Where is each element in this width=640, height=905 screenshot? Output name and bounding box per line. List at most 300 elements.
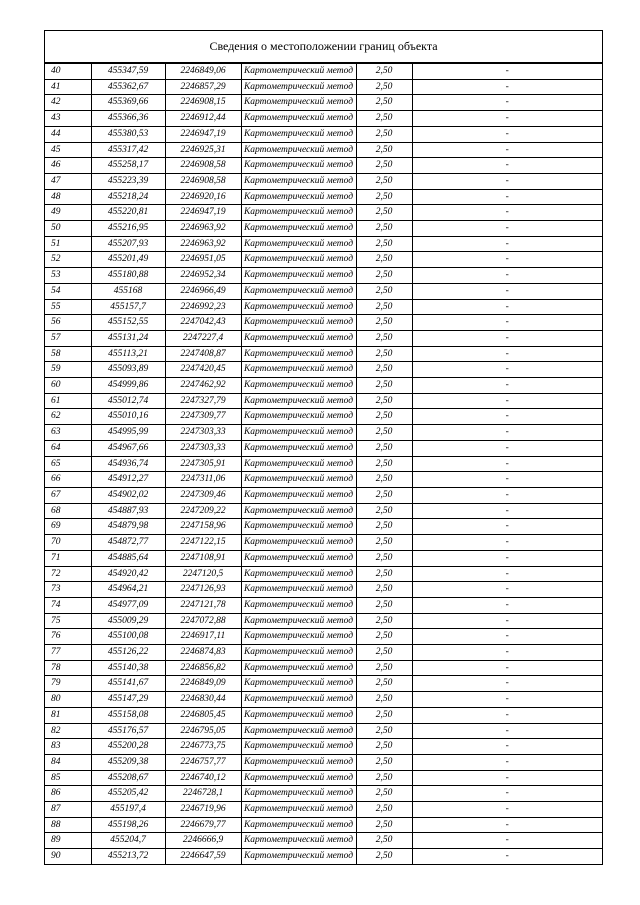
point-number-cell: 78 bbox=[45, 660, 91, 676]
point-number-cell: 57 bbox=[45, 330, 91, 346]
description-cell: - bbox=[412, 645, 602, 661]
boundary-table-document bbox=[44, 30, 603, 865]
description-cell: - bbox=[412, 111, 602, 127]
method-cell: Картометрический метод bbox=[241, 535, 356, 551]
y-coordinate-cell: 2247309,77 bbox=[165, 409, 241, 425]
point-number-cell: 64 bbox=[45, 440, 91, 456]
table-row bbox=[45, 660, 602, 676]
point-number-cell: 40 bbox=[45, 64, 91, 80]
x-coordinate-cell: 455141,67 bbox=[91, 676, 165, 692]
point-number-cell: 90 bbox=[45, 849, 91, 864]
x-coordinate-cell: 455198,26 bbox=[91, 817, 165, 833]
table-row bbox=[45, 613, 602, 629]
method-cell: Картометрический метод bbox=[241, 299, 356, 315]
description-cell: - bbox=[412, 283, 602, 299]
method-cell: Картометрический метод bbox=[241, 173, 356, 189]
point-number-cell: 43 bbox=[45, 111, 91, 127]
description-cell: - bbox=[412, 158, 602, 174]
point-number-cell: 42 bbox=[45, 95, 91, 111]
point-number-cell: 41 bbox=[45, 79, 91, 95]
method-cell: Картометрический метод bbox=[241, 676, 356, 692]
point-number-cell: 87 bbox=[45, 802, 91, 818]
method-cell: Картометрический метод bbox=[241, 550, 356, 566]
table-row bbox=[45, 158, 602, 174]
x-coordinate-cell: 455362,67 bbox=[91, 79, 165, 95]
point-number-cell: 63 bbox=[45, 425, 91, 441]
method-cell: Картометрический метод bbox=[241, 707, 356, 723]
point-number-cell: 67 bbox=[45, 487, 91, 503]
method-cell: Картометрический метод bbox=[241, 849, 356, 864]
point-number-cell: 89 bbox=[45, 833, 91, 849]
description-cell: - bbox=[412, 64, 602, 80]
table-row bbox=[45, 205, 602, 221]
y-coordinate-cell: 2246857,29 bbox=[165, 79, 241, 95]
x-coordinate-cell: 454999,86 bbox=[91, 378, 165, 394]
point-number-cell: 55 bbox=[45, 299, 91, 315]
table-row bbox=[45, 456, 602, 472]
method-cell: Картометрический метод bbox=[241, 487, 356, 503]
x-coordinate-cell: 455216,95 bbox=[91, 221, 165, 237]
description-cell: - bbox=[412, 535, 602, 551]
table-row bbox=[45, 79, 602, 95]
description-cell: - bbox=[412, 252, 602, 268]
y-coordinate-cell: 2246647,59 bbox=[165, 849, 241, 864]
method-cell: Картометрический метод bbox=[241, 409, 356, 425]
point-number-cell: 85 bbox=[45, 770, 91, 786]
y-coordinate-cell: 2247042,43 bbox=[165, 315, 241, 331]
description-cell: - bbox=[412, 566, 602, 582]
x-coordinate-cell: 455223,39 bbox=[91, 173, 165, 189]
y-coordinate-cell: 2247309,46 bbox=[165, 487, 241, 503]
precision-cell: 2,50 bbox=[356, 64, 412, 80]
x-coordinate-cell: 454879,98 bbox=[91, 519, 165, 535]
y-coordinate-cell: 2246908,58 bbox=[165, 158, 241, 174]
precision-cell: 2,50 bbox=[356, 849, 412, 864]
method-cell: Картометрический метод bbox=[241, 833, 356, 849]
description-cell: - bbox=[412, 723, 602, 739]
description-cell: - bbox=[412, 95, 602, 111]
y-coordinate-cell: 2247158,96 bbox=[165, 519, 241, 535]
description-cell: - bbox=[412, 786, 602, 802]
point-number-cell: 59 bbox=[45, 362, 91, 378]
description-cell: - bbox=[412, 142, 602, 158]
x-coordinate-cell: 455317,42 bbox=[91, 142, 165, 158]
x-coordinate-cell: 455207,93 bbox=[91, 236, 165, 252]
point-number-cell: 86 bbox=[45, 786, 91, 802]
precision-cell: 2,50 bbox=[356, 111, 412, 127]
table-row bbox=[45, 754, 602, 770]
x-coordinate-cell: 455093,89 bbox=[91, 362, 165, 378]
table-row bbox=[45, 817, 602, 833]
x-coordinate-cell: 455347,59 bbox=[91, 64, 165, 80]
method-cell: Картометрический метод bbox=[241, 252, 356, 268]
precision-cell: 2,50 bbox=[356, 723, 412, 739]
precision-cell: 2,50 bbox=[356, 629, 412, 645]
precision-cell: 2,50 bbox=[356, 236, 412, 252]
x-coordinate-cell: 455200,28 bbox=[91, 739, 165, 755]
table-row bbox=[45, 472, 602, 488]
x-coordinate-cell: 455369,66 bbox=[91, 95, 165, 111]
description-cell: - bbox=[412, 707, 602, 723]
description-cell: - bbox=[412, 660, 602, 676]
y-coordinate-cell: 2246912,44 bbox=[165, 111, 241, 127]
description-cell: - bbox=[412, 221, 602, 237]
table-row bbox=[45, 221, 602, 237]
description-cell: - bbox=[412, 503, 602, 519]
method-cell: Картометрический метод bbox=[241, 739, 356, 755]
description-cell: - bbox=[412, 739, 602, 755]
table-row bbox=[45, 723, 602, 739]
table-row bbox=[45, 283, 602, 299]
method-cell: Картометрический метод bbox=[241, 692, 356, 708]
description-cell: - bbox=[412, 582, 602, 598]
method-cell: Картометрический метод bbox=[241, 158, 356, 174]
description-cell: - bbox=[412, 692, 602, 708]
x-coordinate-cell: 455113,21 bbox=[91, 346, 165, 362]
method-cell: Картометрический метод bbox=[241, 221, 356, 237]
table-row bbox=[45, 519, 602, 535]
point-number-cell: 69 bbox=[45, 519, 91, 535]
precision-cell: 2,50 bbox=[356, 817, 412, 833]
y-coordinate-cell: 2247072,88 bbox=[165, 613, 241, 629]
precision-cell: 2,50 bbox=[356, 330, 412, 346]
table-row bbox=[45, 268, 602, 284]
point-number-cell: 70 bbox=[45, 535, 91, 551]
x-coordinate-cell: 454964,21 bbox=[91, 582, 165, 598]
y-coordinate-cell: 2247327,79 bbox=[165, 393, 241, 409]
table-row bbox=[45, 849, 602, 864]
point-number-cell: 75 bbox=[45, 613, 91, 629]
description-cell: - bbox=[412, 268, 602, 284]
description-cell: - bbox=[412, 597, 602, 613]
method-cell: Картометрический метод bbox=[241, 189, 356, 205]
table-row bbox=[45, 440, 602, 456]
x-coordinate-cell: 455012,74 bbox=[91, 393, 165, 409]
precision-cell: 2,50 bbox=[356, 95, 412, 111]
method-cell: Картометрический метод bbox=[241, 566, 356, 582]
precision-cell: 2,50 bbox=[356, 268, 412, 284]
description-cell: - bbox=[412, 849, 602, 864]
point-number-cell: 83 bbox=[45, 739, 91, 755]
precision-cell: 2,50 bbox=[356, 205, 412, 221]
x-coordinate-cell: 455201,49 bbox=[91, 252, 165, 268]
description-cell: - bbox=[412, 425, 602, 441]
method-cell: Картометрический метод bbox=[241, 393, 356, 409]
table-row bbox=[45, 393, 602, 409]
precision-cell: 2,50 bbox=[356, 739, 412, 755]
point-number-cell: 80 bbox=[45, 692, 91, 708]
x-coordinate-cell: 455009,29 bbox=[91, 613, 165, 629]
x-coordinate-cell: 455140,38 bbox=[91, 660, 165, 676]
x-coordinate-cell: 454967,66 bbox=[91, 440, 165, 456]
x-coordinate-cell: 455126,22 bbox=[91, 645, 165, 661]
x-coordinate-cell: 455205,42 bbox=[91, 786, 165, 802]
table-row bbox=[45, 503, 602, 519]
table-row bbox=[45, 833, 602, 849]
x-coordinate-cell: 455147,29 bbox=[91, 692, 165, 708]
table-row bbox=[45, 425, 602, 441]
y-coordinate-cell: 2246908,15 bbox=[165, 95, 241, 111]
table-row bbox=[45, 550, 602, 566]
y-coordinate-cell: 2246728,1 bbox=[165, 786, 241, 802]
x-coordinate-cell: 454920,42 bbox=[91, 566, 165, 582]
precision-cell: 2,50 bbox=[356, 645, 412, 661]
point-number-cell: 74 bbox=[45, 597, 91, 613]
y-coordinate-cell: 2247303,33 bbox=[165, 440, 241, 456]
y-coordinate-cell: 2247121,78 bbox=[165, 597, 241, 613]
point-number-cell: 84 bbox=[45, 754, 91, 770]
method-cell: Картометрический метод bbox=[241, 315, 356, 331]
precision-cell: 2,50 bbox=[356, 770, 412, 786]
x-coordinate-cell: 455180,88 bbox=[91, 268, 165, 284]
method-cell: Картометрический метод bbox=[241, 519, 356, 535]
precision-cell: 2,50 bbox=[356, 173, 412, 189]
description-cell: - bbox=[412, 629, 602, 645]
description-cell: - bbox=[412, 378, 602, 394]
x-coordinate-cell: 454912,27 bbox=[91, 472, 165, 488]
table-row bbox=[45, 189, 602, 205]
precision-cell: 2,50 bbox=[356, 754, 412, 770]
precision-cell: 2,50 bbox=[356, 707, 412, 723]
coordinates-table bbox=[45, 63, 602, 864]
method-cell: Картометрический метод bbox=[241, 770, 356, 786]
description-cell: - bbox=[412, 440, 602, 456]
x-coordinate-cell: 455168 bbox=[91, 283, 165, 299]
y-coordinate-cell: 2246666,9 bbox=[165, 833, 241, 849]
method-cell: Картометрический метод bbox=[241, 613, 356, 629]
y-coordinate-cell: 2246679,77 bbox=[165, 817, 241, 833]
y-coordinate-cell: 2247227,4 bbox=[165, 330, 241, 346]
description-cell: - bbox=[412, 236, 602, 252]
method-cell: Картометрический метод bbox=[241, 79, 356, 95]
y-coordinate-cell: 2246917,11 bbox=[165, 629, 241, 645]
point-number-cell: 44 bbox=[45, 126, 91, 142]
precision-cell: 2,50 bbox=[356, 221, 412, 237]
x-coordinate-cell: 455218,24 bbox=[91, 189, 165, 205]
x-coordinate-cell: 455220,81 bbox=[91, 205, 165, 221]
y-coordinate-cell: 2246849,09 bbox=[165, 676, 241, 692]
point-number-cell: 47 bbox=[45, 173, 91, 189]
precision-cell: 2,50 bbox=[356, 299, 412, 315]
description-cell: - bbox=[412, 472, 602, 488]
description-cell: - bbox=[412, 550, 602, 566]
method-cell: Картометрический метод bbox=[241, 456, 356, 472]
point-number-cell: 53 bbox=[45, 268, 91, 284]
point-number-cell: 52 bbox=[45, 252, 91, 268]
precision-cell: 2,50 bbox=[356, 378, 412, 394]
method-cell: Картометрический метод bbox=[241, 629, 356, 645]
method-cell: Картометрический метод bbox=[241, 236, 356, 252]
precision-cell: 2,50 bbox=[356, 283, 412, 299]
y-coordinate-cell: 2246740,12 bbox=[165, 770, 241, 786]
precision-cell: 2,50 bbox=[356, 503, 412, 519]
x-coordinate-cell: 455213,72 bbox=[91, 849, 165, 864]
description-cell: - bbox=[412, 817, 602, 833]
y-coordinate-cell: 2247408,87 bbox=[165, 346, 241, 362]
description-cell: - bbox=[412, 79, 602, 95]
point-number-cell: 45 bbox=[45, 142, 91, 158]
table-row bbox=[45, 770, 602, 786]
precision-cell: 2,50 bbox=[356, 550, 412, 566]
description-cell: - bbox=[412, 189, 602, 205]
description-cell: - bbox=[412, 754, 602, 770]
x-coordinate-cell: 455158,08 bbox=[91, 707, 165, 723]
precision-cell: 2,50 bbox=[356, 597, 412, 613]
x-coordinate-cell: 455131,24 bbox=[91, 330, 165, 346]
point-number-cell: 49 bbox=[45, 205, 91, 221]
point-number-cell: 77 bbox=[45, 645, 91, 661]
method-cell: Картометрический метод bbox=[241, 362, 356, 378]
precision-cell: 2,50 bbox=[356, 676, 412, 692]
point-number-cell: 48 bbox=[45, 189, 91, 205]
point-number-cell: 51 bbox=[45, 236, 91, 252]
method-cell: Картометрический метод bbox=[241, 503, 356, 519]
table-row bbox=[45, 64, 602, 80]
x-coordinate-cell: 455209,38 bbox=[91, 754, 165, 770]
description-cell: - bbox=[412, 330, 602, 346]
precision-cell: 2,50 bbox=[356, 79, 412, 95]
x-coordinate-cell: 454887,93 bbox=[91, 503, 165, 519]
y-coordinate-cell: 2246773,75 bbox=[165, 739, 241, 755]
table-row bbox=[45, 535, 602, 551]
y-coordinate-cell: 2246805,45 bbox=[165, 707, 241, 723]
table-row bbox=[45, 582, 602, 598]
table-row bbox=[45, 645, 602, 661]
description-cell: - bbox=[412, 613, 602, 629]
precision-cell: 2,50 bbox=[356, 142, 412, 158]
method-cell: Картометрический метод bbox=[241, 95, 356, 111]
precision-cell: 2,50 bbox=[356, 409, 412, 425]
precision-cell: 2,50 bbox=[356, 487, 412, 503]
point-number-cell: 60 bbox=[45, 378, 91, 394]
precision-cell: 2,50 bbox=[356, 189, 412, 205]
description-cell: - bbox=[412, 362, 602, 378]
y-coordinate-cell: 2246874,83 bbox=[165, 645, 241, 661]
point-number-cell: 66 bbox=[45, 472, 91, 488]
description-cell: - bbox=[412, 315, 602, 331]
point-number-cell: 58 bbox=[45, 346, 91, 362]
table-row bbox=[45, 707, 602, 723]
precision-cell: 2,50 bbox=[356, 833, 412, 849]
method-cell: Картометрический метод bbox=[241, 472, 356, 488]
y-coordinate-cell: 2246966,49 bbox=[165, 283, 241, 299]
method-cell: Картометрический метод bbox=[241, 126, 356, 142]
description-cell: - bbox=[412, 456, 602, 472]
method-cell: Картометрический метод bbox=[241, 64, 356, 80]
y-coordinate-cell: 2247311,06 bbox=[165, 472, 241, 488]
precision-cell: 2,50 bbox=[356, 425, 412, 441]
x-coordinate-cell: 455157,7 bbox=[91, 299, 165, 315]
method-cell: Картометрический метод bbox=[241, 440, 356, 456]
table-title: Сведения о местоположении границ объекта bbox=[45, 31, 602, 63]
y-coordinate-cell: 2246951,05 bbox=[165, 252, 241, 268]
table-row bbox=[45, 409, 602, 425]
description-cell: - bbox=[412, 393, 602, 409]
coordinates-table-body bbox=[45, 64, 602, 864]
precision-cell: 2,50 bbox=[356, 535, 412, 551]
precision-cell: 2,50 bbox=[356, 362, 412, 378]
table-row bbox=[45, 739, 602, 755]
description-cell: - bbox=[412, 126, 602, 142]
y-coordinate-cell: 2246963,92 bbox=[165, 236, 241, 252]
y-coordinate-cell: 2247108,91 bbox=[165, 550, 241, 566]
description-cell: - bbox=[412, 409, 602, 425]
method-cell: Картометрический метод bbox=[241, 754, 356, 770]
table-row bbox=[45, 786, 602, 802]
table-row bbox=[45, 111, 602, 127]
description-cell: - bbox=[412, 770, 602, 786]
y-coordinate-cell: 2246920,16 bbox=[165, 189, 241, 205]
table-row bbox=[45, 378, 602, 394]
x-coordinate-cell: 454872,77 bbox=[91, 535, 165, 551]
y-coordinate-cell: 2246947,19 bbox=[165, 126, 241, 142]
precision-cell: 2,50 bbox=[356, 566, 412, 582]
y-coordinate-cell: 2246908,58 bbox=[165, 173, 241, 189]
description-cell: - bbox=[412, 676, 602, 692]
precision-cell: 2,50 bbox=[356, 582, 412, 598]
x-coordinate-cell: 455366,36 bbox=[91, 111, 165, 127]
point-number-cell: 56 bbox=[45, 315, 91, 331]
description-cell: - bbox=[412, 802, 602, 818]
point-number-cell: 88 bbox=[45, 817, 91, 833]
y-coordinate-cell: 2247120,5 bbox=[165, 566, 241, 582]
y-coordinate-cell: 2246849,06 bbox=[165, 64, 241, 80]
x-coordinate-cell: 455204,7 bbox=[91, 833, 165, 849]
precision-cell: 2,50 bbox=[356, 315, 412, 331]
table-row bbox=[45, 142, 602, 158]
table-row bbox=[45, 252, 602, 268]
method-cell: Картометрический метод bbox=[241, 597, 356, 613]
method-cell: Картометрический метод bbox=[241, 723, 356, 739]
y-coordinate-cell: 2247126,93 bbox=[165, 582, 241, 598]
method-cell: Картометрический метод bbox=[241, 645, 356, 661]
point-number-cell: 62 bbox=[45, 409, 91, 425]
precision-cell: 2,50 bbox=[356, 472, 412, 488]
point-number-cell: 54 bbox=[45, 283, 91, 299]
method-cell: Картометрический метод bbox=[241, 582, 356, 598]
method-cell: Картометрический метод bbox=[241, 786, 356, 802]
x-coordinate-cell: 455100,08 bbox=[91, 629, 165, 645]
x-coordinate-cell: 455208,67 bbox=[91, 770, 165, 786]
y-coordinate-cell: 2247462,92 bbox=[165, 378, 241, 394]
x-coordinate-cell: 454902,02 bbox=[91, 487, 165, 503]
x-coordinate-cell: 454995,99 bbox=[91, 425, 165, 441]
method-cell: Картометрический метод bbox=[241, 111, 356, 127]
description-cell: - bbox=[412, 173, 602, 189]
precision-cell: 2,50 bbox=[356, 252, 412, 268]
table-row bbox=[45, 629, 602, 645]
table-row bbox=[45, 299, 602, 315]
y-coordinate-cell: 2246719,96 bbox=[165, 802, 241, 818]
precision-cell: 2,50 bbox=[356, 519, 412, 535]
description-cell: - bbox=[412, 833, 602, 849]
point-number-cell: 73 bbox=[45, 582, 91, 598]
method-cell: Картометрический метод bbox=[241, 330, 356, 346]
table-row bbox=[45, 566, 602, 582]
description-cell: - bbox=[412, 519, 602, 535]
precision-cell: 2,50 bbox=[356, 692, 412, 708]
y-coordinate-cell: 2246757,77 bbox=[165, 754, 241, 770]
precision-cell: 2,50 bbox=[356, 613, 412, 629]
x-coordinate-cell: 455152,55 bbox=[91, 315, 165, 331]
method-cell: Картометрический метод bbox=[241, 817, 356, 833]
method-cell: Картометрический метод bbox=[241, 205, 356, 221]
table-row bbox=[45, 487, 602, 503]
y-coordinate-cell: 2246947,19 bbox=[165, 205, 241, 221]
point-number-cell: 46 bbox=[45, 158, 91, 174]
point-number-cell: 71 bbox=[45, 550, 91, 566]
precision-cell: 2,50 bbox=[356, 440, 412, 456]
